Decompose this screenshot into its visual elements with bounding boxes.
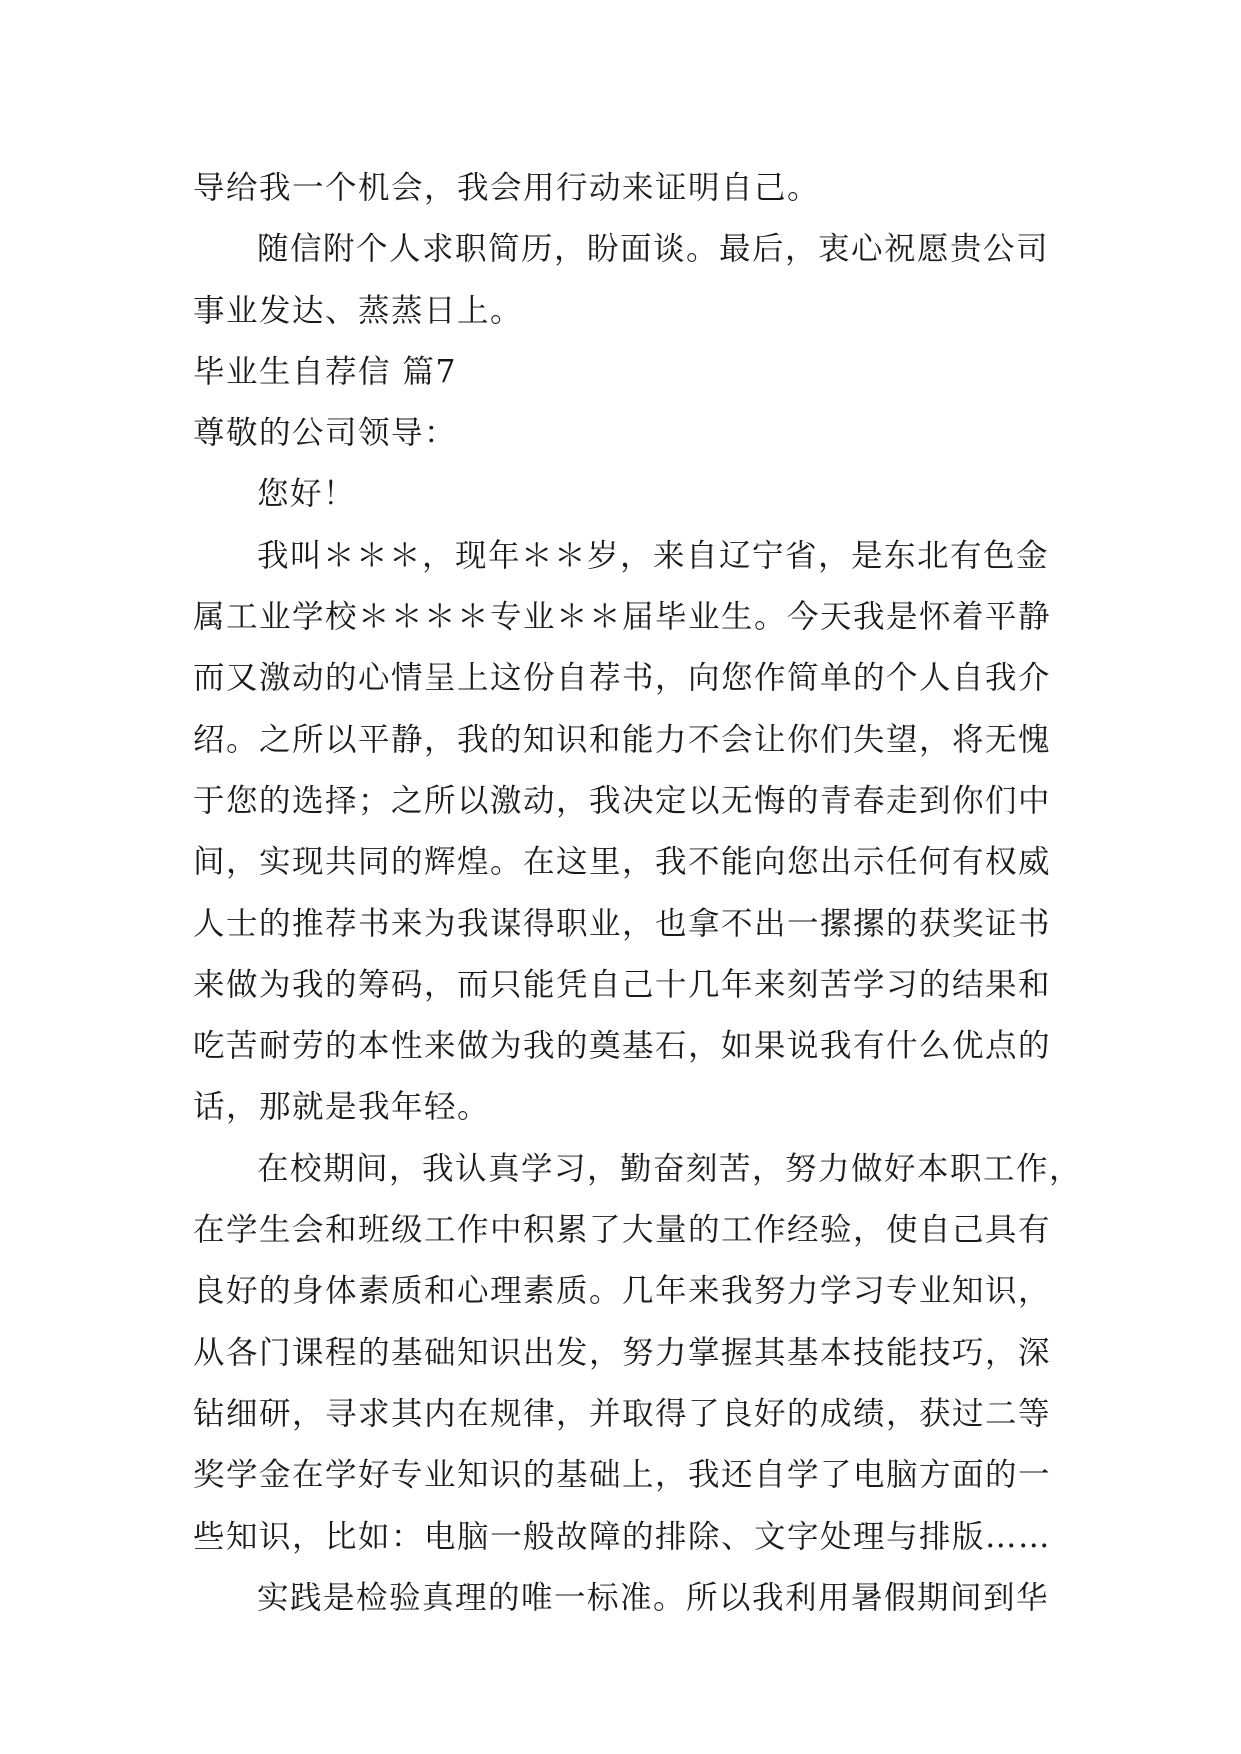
paragraph-line: 在校期间，我认真学习，勤奋刻苦，努力做好本职工作， — [257, 1150, 1083, 1187]
paragraph-line: 于您的选择；之所以激动，我决定以无悔的青春走到你们中 — [193, 782, 1052, 819]
salutation: 尊敬的公司领导： — [193, 415, 458, 452]
paragraph-line: 事业发达、蒸蒸日上。 — [193, 292, 524, 329]
paragraph-line: 而又激动的心情呈上这份自荐书，向您作简单的个人自我介 — [193, 660, 1052, 697]
paragraph-line: 随信附个人求职简历，盼面谈。最后，衷心祝愿贵公司 — [257, 231, 1050, 268]
paragraph-line: 绍。之所以平静，我的知识和能力不会让你们失望，将无愧 — [193, 721, 1052, 758]
paragraph-line: 从各门课程的基础知识出发，努力掌握其基本技能技巧，深 — [193, 1334, 1052, 1371]
paragraph-line: 话，那就是我年轻。 — [193, 1089, 491, 1126]
paragraph-line: 钻细研，寻求其内在规律，并取得了良好的成绩，获过二等 — [193, 1395, 1052, 1432]
paragraph-line: 属工业学校＊＊＊＊专业＊＊届毕业生。今天我是怀着平静 — [193, 599, 1052, 636]
document-body — [193, 158, 1083, 1629]
paragraph-line: 奖学金在学好专业知识的基础上，我还自学了电脑方面的一 — [193, 1457, 1052, 1494]
section-heading: 毕业生自荐信 篇7 — [193, 353, 458, 390]
paragraph-line: 实践是检验真理的唯一标准。所以我利用暑假期间到华 — [257, 1579, 1050, 1616]
paragraph-line: 在学生会和班级工作中积累了大量的工作经验，使自己具有 — [193, 1212, 1052, 1249]
paragraph-line: 来做为我的筹码，而只能凭自己十几年来刻苦学习的结果和 — [193, 966, 1052, 1003]
paragraph-line: 我叫＊＊＊，现年＊＊岁，来自辽宁省，是东北有色金 — [257, 537, 1050, 574]
paragraph-line: 吃苦耐劳的本性来做为我的奠基石，如果说我有什么优点的 — [193, 1028, 1052, 1065]
paragraph-line: 良好的身体素质和心理素质。几年来我努力学习专业知识， — [193, 1273, 1052, 1310]
greeting: 您好！ — [257, 476, 357, 513]
paragraph-line: 人士的推荐书来为我谋得职业，也拿不出一摞摞的获奖证书 — [193, 905, 1052, 942]
paragraph-line: 导给我一个机会，我会用行动来证明自己。 — [193, 170, 821, 206]
paragraph-line: 些知识，比如：电脑一般故障的排除、文字处理与排版…… — [193, 1518, 1052, 1555]
paragraph-line: 间，实现共同的辉煌。在这里，我不能向您出示任何有权威 — [193, 844, 1052, 881]
